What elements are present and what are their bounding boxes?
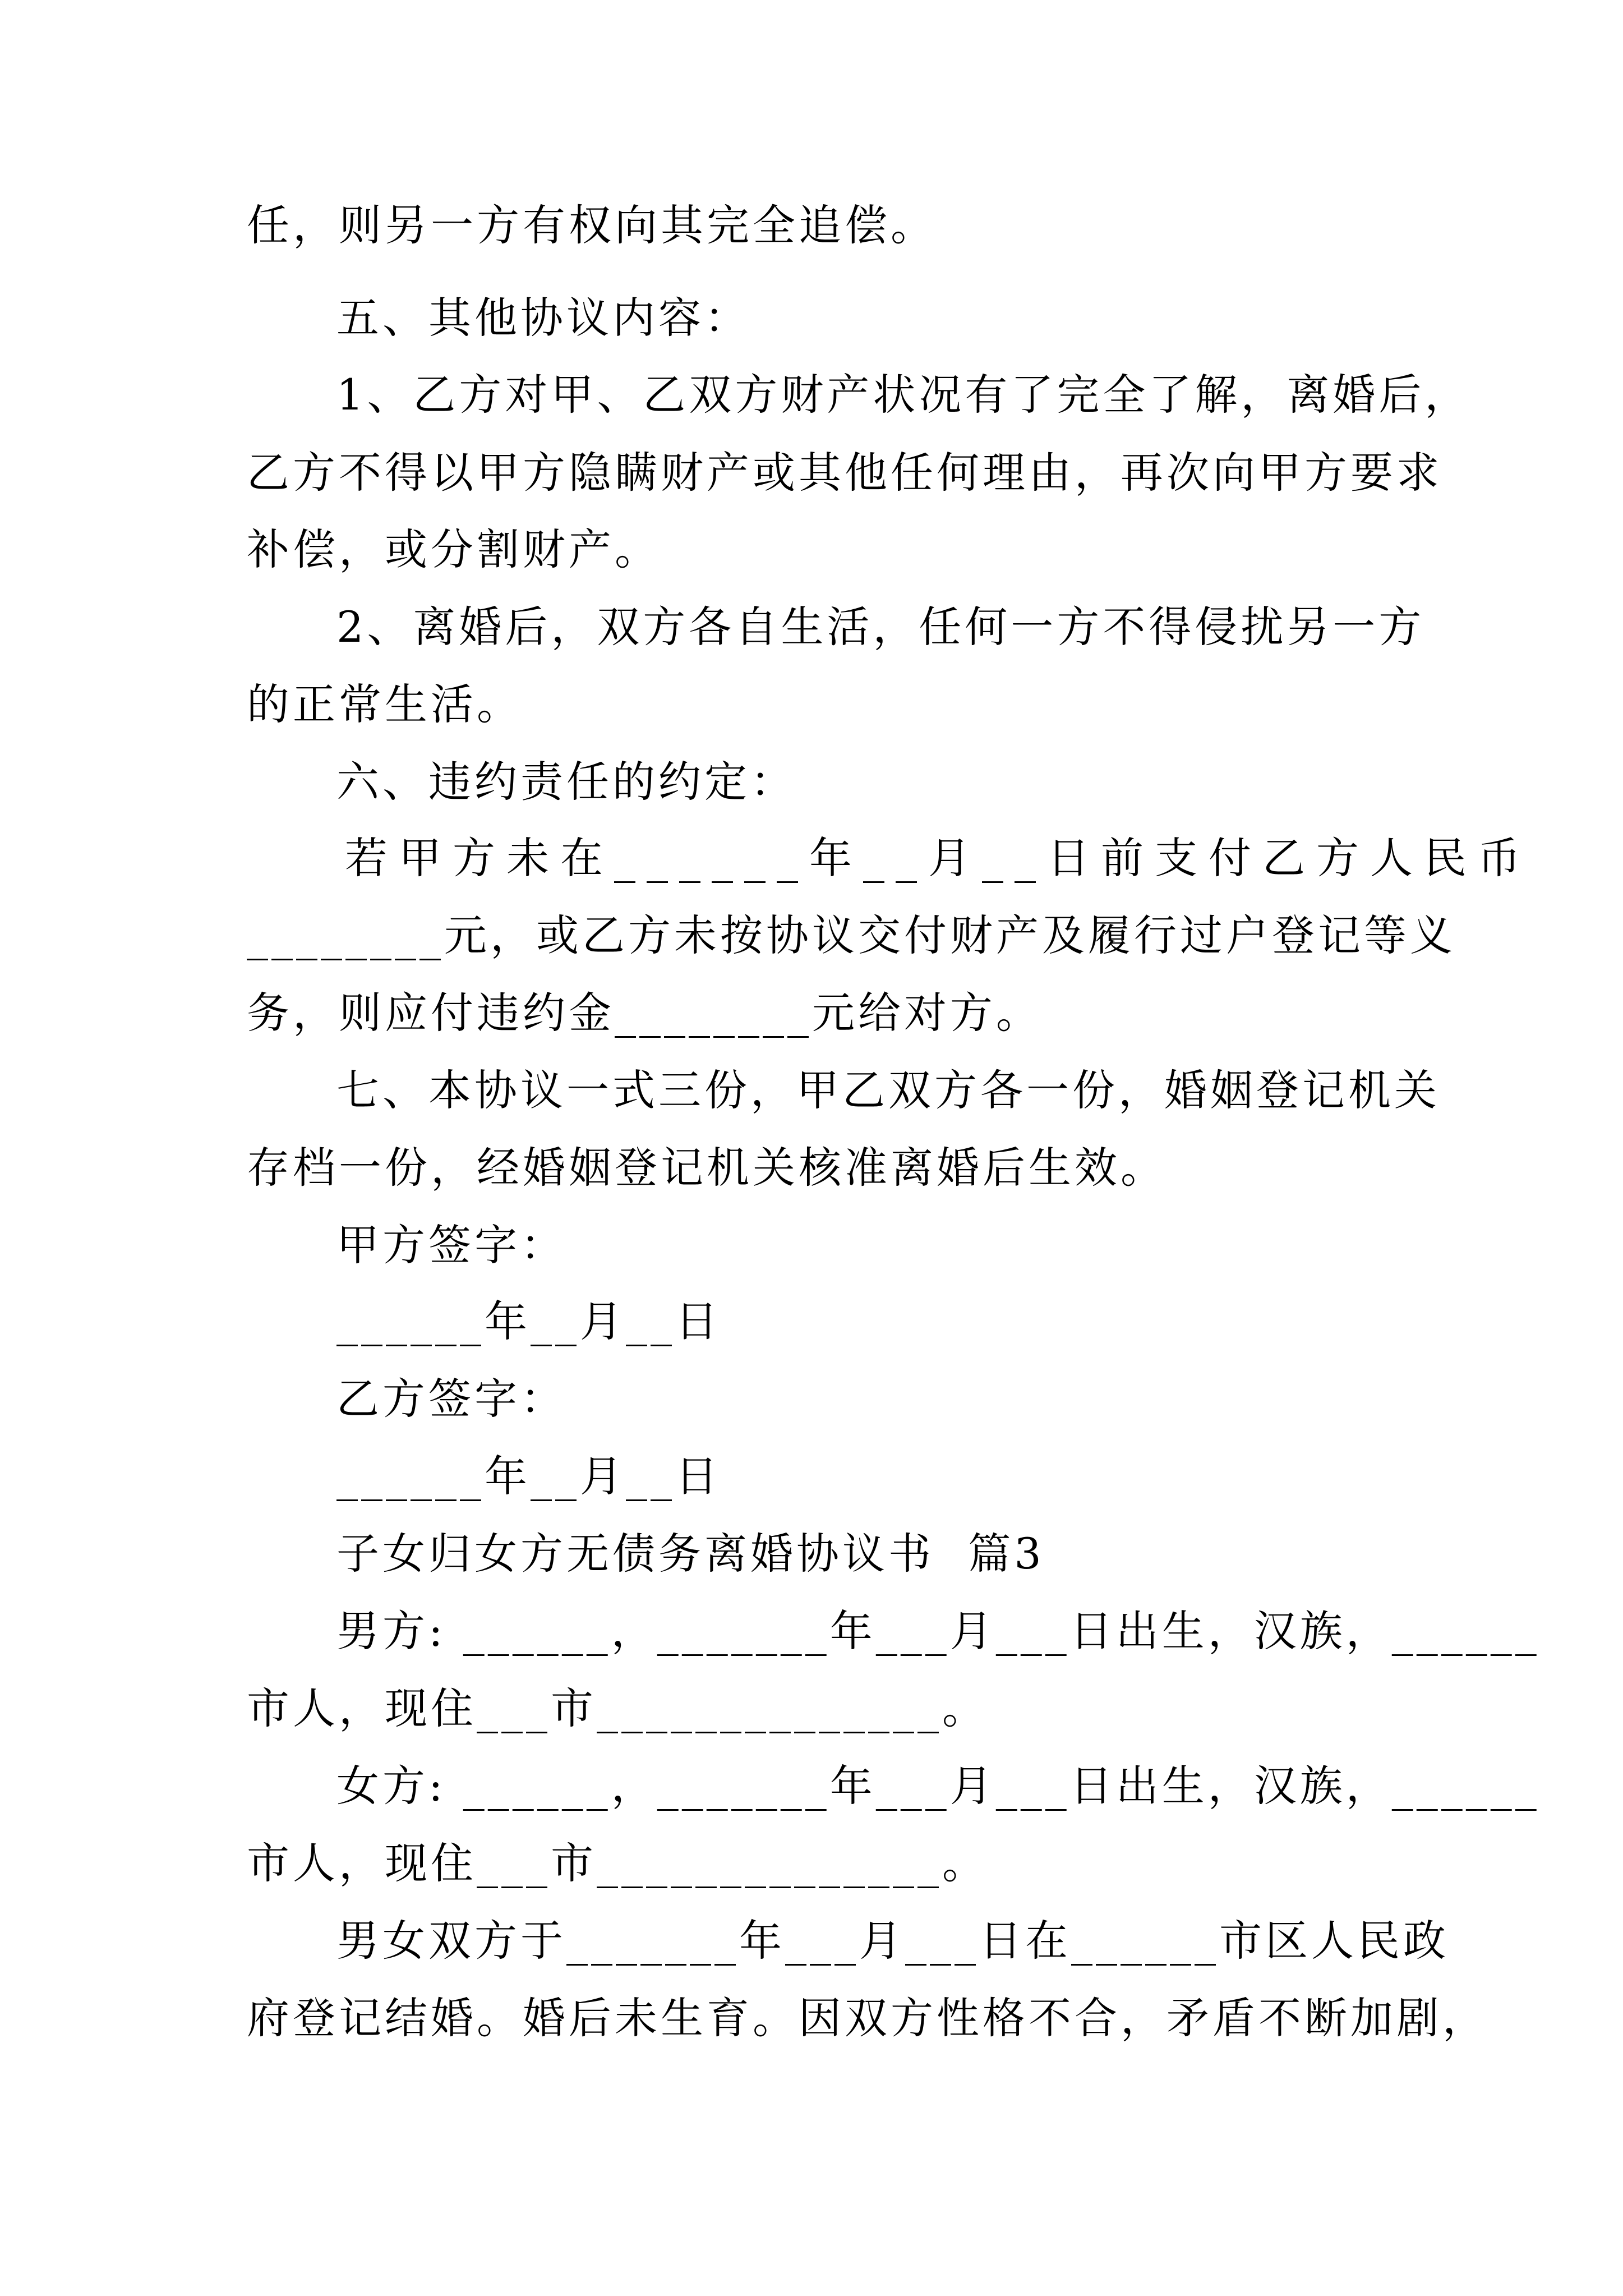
text-line: 若甲方未在______年__月__日前支付乙方人民币 [345,833,1532,883]
text-line: 市人，现住___市______________。 [247,1683,988,1733]
text-line: 府登记结婚。婚后未生育。因双方性格不合，矛盾不断加剧， [247,1993,1488,2043]
text-line: 的正常生活。 [247,679,523,729]
section-heading: 五、其他协议内容： [336,293,750,343]
text-line: 市人，现住___市______________。 [247,1838,988,1888]
text-line: 2、离婚后，双方各自生活，任何一方不得侵扰另一方 [336,602,1425,652]
text-line: ________元，或乙方未按协议交付财产及履行过户登记等义 [247,910,1456,960]
text-line: 女方: ______，_______年___月___日出生，汉族，______ [336,1761,1540,1811]
text-line: 补偿，或分割财产。 [247,524,661,574]
date-line: ______年__月__日 [336,1451,721,1501]
text-line: 乙方不得以甲方隐瞒财产或其他任何理由，再次向甲方要求 [247,448,1442,498]
section-title: 子女归女方无债务离婚协议书 篇3 [336,1529,1045,1579]
text-line: 男女双方于_______年___月___日在______市区人民政 [336,1916,1449,1966]
text-line: 务，则应付违约金________元给对方。 [247,988,1042,1038]
text-line: 1、乙方对甲、乙双方财产状况有了完全了解，离婚后， [336,370,1471,420]
signature-label: 甲方签字： [336,1220,566,1270]
text-line: 男方: ______，_______年___月___日出生，汉族，______ [336,1606,1540,1656]
section-heading: 六、违约责任的约定： [336,757,796,807]
text-line: 七、本协议一式三份，甲乙双方各一份，婚姻登记机关 [336,1065,1440,1115]
signature-label: 乙方签字： [336,1374,566,1424]
date-line: ______年__月__日 [336,1296,721,1346]
text-line: 任，则另一方有权向其完全追偿。 [247,200,937,250]
text-line: 存档一份，经婚姻登记机关核准离婚后生效。 [247,1143,1166,1193]
